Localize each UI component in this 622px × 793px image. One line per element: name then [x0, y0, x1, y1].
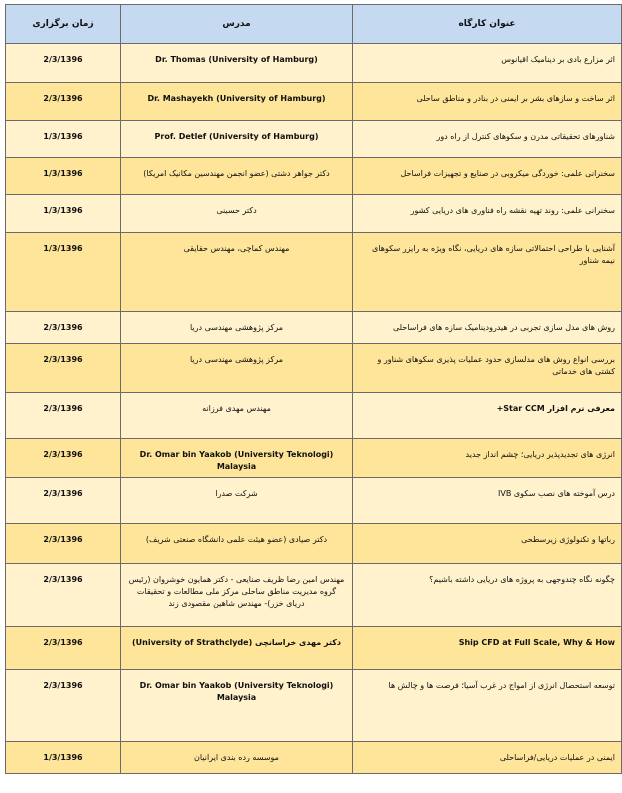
table-row [6, 44, 622, 83]
workshop-instructor: (Prof. Detlef (University of Hamburg [121, 121, 353, 158]
workshop-instructor: (Dr. Omar bin Yaakob (University Teknologi Malaysia [121, 670, 353, 742]
workshop-instructor: (Dr. Thomas (University of Hamburg [121, 44, 353, 83]
workshop-date: 1/3/1396 [6, 195, 121, 233]
workshop-instructor: مرکز پژوهشی مهندسی دریا [121, 344, 353, 393]
workshop-title: سخنرانی علمی: روند تهیه نقشه راه فناوری های دریایی کشور [353, 195, 622, 233]
table-row [6, 344, 622, 393]
workshop-instructor: (Dr. Omar bin Yaakob (University Teknologi Malaysia [121, 439, 353, 478]
workshop-title: ایمنی در عملیات دریایی/فراساحلی [353, 742, 622, 774]
table-row [6, 83, 622, 121]
workshop-title: اثر مزارع بادی بر دینامیک اقیانوس [353, 44, 622, 83]
workshop-date: 1/3/1396 [6, 158, 121, 195]
workshop-title: Ship CFD at Full Scale, Why & How [353, 627, 622, 670]
workshop-instructor: مهندس مهدی فرزانه [121, 393, 353, 439]
table-row [6, 393, 622, 439]
workshop-title: درس آموخته های نصب سکوی IVB [353, 478, 622, 524]
table-row [6, 312, 622, 344]
workshop-instructor: (Dr. Mashayekh (University of Hamburg [121, 83, 353, 121]
workshop-date: 2/3/1396 [6, 524, 121, 564]
workshop-instructor: مهندس کماچی، مهندس حقایقی [121, 233, 353, 312]
table-row [6, 564, 622, 627]
workshop-date: 1/3/1396 [6, 233, 121, 312]
table-row [6, 524, 622, 564]
header-instructor: مدرس [121, 5, 353, 44]
workshop-instructor: شرکت صدرا [121, 478, 353, 524]
workshop-instructor: مهندس امین رضا ظریف صنایعی - دکتر همایون خوشروان (رئیس گروه مدیریت مناطق ساحلی مرکز ملی مطالعات و تحقیقات دریای خزر)- مهندس شاهین مقصودی زند [121, 564, 353, 627]
table-row [6, 121, 622, 158]
workshop-title: چگونه نگاه چندوجهی به پروژه های دریایی داشته باشیم؟ [353, 564, 622, 627]
workshop-date: 2/3/1396 [6, 478, 121, 524]
workshop-date: 2/3/1396 [6, 44, 121, 83]
table-row [6, 195, 622, 233]
table-row [6, 439, 622, 478]
workshop-date: 2/3/1396 [6, 564, 121, 627]
workshop-date: 2/3/1396 [6, 439, 121, 478]
workshop-date: 2/3/1396 [6, 627, 121, 670]
workshop-instructor: دکتر صیادی (عضو هیئت علمی دانشگاه صنعتی شریف) [121, 524, 353, 564]
workshop-instructor: دکتر حسینی [121, 195, 353, 233]
workshop-title: آشنایی با طراحی احتمالاتی سازه های دریایی، نگاه ویژه به رایزر سکوهای نیمه شناور [353, 233, 622, 312]
table-row [6, 233, 622, 312]
workshop-instructor: دکتر جواهر دشتی (عضو انجمن مهندسین مکانیک امریکا) [121, 158, 353, 195]
workshop-instructor: دکتر مهدی خراسانچی (University of Strathclyde) [121, 627, 353, 670]
workshop-date: 1/3/1396 [6, 742, 121, 774]
workshop-title: شناورهای تحقیقاتی مدرن و سکوهای کنترل از راه دور [353, 121, 622, 158]
workshop-date: 1/3/1396 [6, 121, 121, 158]
workshop-title: معرفی نرم افزار Star CCM+ [353, 393, 622, 439]
workshop-date: 2/3/1396 [6, 83, 121, 121]
workshop-title: بررسی انواع روش های مدلسازی حدود عملیات پذیری سکوهای شناور و کشتی های خدماتی [353, 344, 622, 393]
table-row [6, 627, 622, 670]
workshop-title: انرژی های تجدیدپذیر دریایی؛ چشم انداز جدید [353, 439, 622, 478]
workshop-title: توسعه استحصال انرژی از امواج در غرب آسیا؛ فرصت ها و چالش ها [353, 670, 622, 742]
workshop-date: 2/3/1396 [6, 312, 121, 344]
workshop-date: 2/3/1396 [6, 393, 121, 439]
workshop-title: روش های مدل سازی تجربی در هیدرودینامیک سازه های فراساحلی [353, 312, 622, 344]
workshop-title: سخنرانی علمی: خوردگی میکروبی در صنایع و تجهیزات فراساحل [353, 158, 622, 195]
workshop-instructor: موسسه رده بندی ایرانیان [121, 742, 353, 774]
workshop-instructor: مرکز پژوهشی مهندسی دریا [121, 312, 353, 344]
workshop-table [5, 4, 622, 774]
header-row [6, 5, 622, 44]
table-row [6, 478, 622, 524]
workshop-title: اثر ساخت و سازهای بشر بر ایمنی در بنادر و مناطق ساحلی [353, 83, 622, 121]
table-row [6, 742, 622, 774]
header-date: زمان برگزاری [6, 5, 121, 44]
workshop-date: 2/3/1396 [6, 670, 121, 742]
table-row [6, 670, 622, 742]
table-row [6, 158, 622, 195]
workshop-date: 2/3/1396 [6, 344, 121, 393]
workshop-title: رباتها و تکنولوژی زیرسطحی [353, 524, 622, 564]
header-title: عنوان کارگاه [353, 5, 622, 44]
